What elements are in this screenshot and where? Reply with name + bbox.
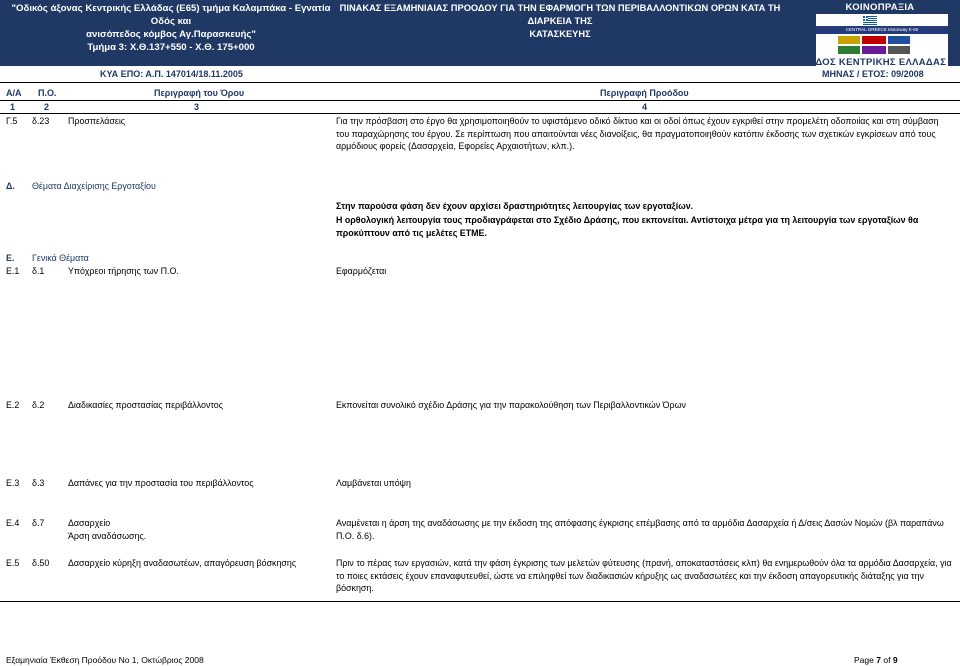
- col-num-2: 2: [44, 102, 50, 112]
- consortium-label: ΚΟΙΝΟΠΡΑΞΙΑ: [845, 2, 915, 13]
- project-title-line-1: "Οδικός άξονας Κεντρικής Ελλάδας (Ε65) τμήμα Καλαμπάκα - Εγνατία Οδός και: [11, 3, 331, 27]
- row-e4-progress: Αναμένεται η άρση της αναδάσωσης με την έκδοση της απόφασης έγκρισης επέμβασης από τα αρμόδια Δασαρχεία ή Δ/σεις Δασών Νομών (βλ παραπάνω Π.Ο. δ.6).: [336, 518, 944, 541]
- row-e2-po: δ.2: [32, 400, 45, 410]
- row-e5-po: δ.50: [32, 558, 50, 568]
- row-e2-term: Διαδικασίες προστασίας περιβάλλοντος: [68, 400, 224, 410]
- partner-logo-2: [862, 36, 886, 44]
- row-e3-term: Δαπάνες για την προστασία του περιβάλλοντος: [68, 478, 254, 488]
- col-po-header: Π.Ο.: [38, 88, 57, 98]
- divider: [0, 113, 960, 114]
- partner-logo-5: [862, 46, 886, 54]
- page-indicator: [854, 655, 898, 665]
- row-e4-aa: Ε.4: [6, 518, 20, 528]
- footer-report-title: Εξαμηνιαία Έκθεση Προόδου Νο 1, Οκτώβριος 2008: [6, 655, 204, 665]
- divider: [0, 82, 960, 83]
- col-term-header: Περιγραφή του Όρου: [154, 88, 245, 98]
- row-e1-progress: Εφαρμόζεται: [336, 266, 387, 276]
- row-e5-progress: Πριν το πέρας των εργασιών, κατά την φάση έγκρισης των μελετών φύτευσης (πρανή, αποκαταστάσεις κλπ) θα ενημερωθούν όλα τα αρμόδια Δασαρχεία, για το ποιες εκτάσεις έχουν επαναφυτευθεί, ώστε να επιληφθεί των διαδικασιών κήρυξης ως αναδασωτέες και την έκδοση απαγορευτικής διάταξης για την βόσκηση.: [336, 558, 952, 593]
- table-title: [330, 2, 790, 41]
- col-num-1: 1: [10, 102, 16, 112]
- section-d-title: Θέματα Διαχείρισης Εργοταξίου: [32, 181, 156, 191]
- sub-header: [0, 57, 960, 82]
- row-e4-term: Δασαρχείο: [68, 518, 111, 528]
- row-e1-aa: Ε.1: [6, 266, 20, 276]
- project-title: [6, 2, 336, 54]
- partner-logo-3: [888, 36, 910, 44]
- logo-caption: ΟΔΟΣ ΚΕΝΤΡΙΚΗΣ ΕΛΛΑΔΑΣ: [808, 57, 947, 68]
- col-aa-header: Α/Α: [6, 88, 22, 98]
- divider: [0, 100, 960, 101]
- project-title-line-3: Τμήμα 3: Χ.Θ.137+550 - Χ.Θ. 175+000: [87, 42, 255, 53]
- page-number: 7: [876, 655, 881, 665]
- row-e2-aa: Ε.2: [6, 400, 20, 410]
- row-e3-aa: Ε.3: [6, 478, 20, 488]
- row-e5-aa: Ε.5: [6, 558, 20, 568]
- row-g5-aa: Γ.5: [6, 116, 18, 126]
- row-e4-po: δ.7: [32, 518, 45, 528]
- reporting-period: ΜΗΝΑΣ / ΕΤΟΣ: 09/2008: [822, 69, 924, 79]
- greek-flag-icon: [863, 16, 877, 25]
- divider: [0, 601, 960, 602]
- row-e5-term: Δασαρχείο κύρηξη αναδασωτέων, απαγόρευση βόσκησης: [68, 558, 297, 568]
- row-e3-progress: Λαμβάνεται υπόψη: [336, 478, 411, 488]
- row-e1-po: δ.1: [32, 266, 45, 276]
- section-d-code: Δ.: [6, 181, 15, 191]
- row-g5-progress: Για την πρόσβαση στο έργο θα χρησιμοποιηθούν το υφιστάμενο οδικό δίκτυο και οι οδοί όπως έχουν εγκριθεί στην προμελέτη οδοποιίας και στη σύμβαση του παραχώρησης του έργου. Σε περίπτωση που απαιτούνται νέες διανοίξεις, θα πραγματοποιηθούν κατόπιν έκδοσης των σχετικών εγκρίσεων από τους αρμόδιους φορείς (Δασαρχεία, Εφορείες Αρχαιοτήτων, κλπ.).: [336, 116, 939, 151]
- partner-logo-4: [838, 46, 860, 54]
- table-title-line-1: ΠΙΝΑΚΑΣ ΕΞΑΜΗΝΙΑΙΑΣ ΠΡΟΟΔΟΥ ΓΙΑ ΤΗΝ ΕΦΑΡΜΟΓΗ ΤΩΝ ΠΕΡΙΒΑΛΛΟΝΤΙΚΩΝ ΟΡΩΝ ΚΑΤΑ ΤΗ ΔΙΑΡΚΕΙΑ ΤΗΣ: [339, 3, 781, 26]
- section-d-line-2: Η ορθολογική λειτουργία τους προδιαγράφεται στο Σχέδιο Δράσης, που εκπονείται. Αντίστοιχα μέτρα για τη λειτουργία των εργοταξίων θα προκύπτουν από τις μελέτες ΕΤΜΕ.: [336, 215, 919, 238]
- page-of: of: [883, 655, 891, 665]
- col-num-4: 4: [642, 102, 648, 112]
- section-e-title: Γενικά Θέματα: [32, 253, 89, 263]
- project-title-line-2: ανισόπεδος κόμβος Αγ.Παρασκευής": [86, 29, 256, 40]
- col-num-3: 3: [194, 102, 200, 112]
- row-e2-progress: Εκπονείται συνολικό σχέδιο Δράσης για την παρακολούθηση των Περιβαλλοντικών Όρων: [336, 400, 686, 410]
- kya-reference: ΚΥΑ ΕΠΟ: Α.Π. 147014/18.11.2005: [100, 69, 243, 79]
- col-progress-header: Περιγραφή Προόδου: [600, 88, 689, 98]
- row-g5-po: δ.23: [32, 116, 50, 126]
- section-d-line-1: Στην παρούσα φάση δεν έχουν αρχίσει δραστηριότητες λειτουργίας των εργοταξίων.: [336, 201, 694, 211]
- page-label: Page: [854, 655, 874, 665]
- row-e3-po: δ.3: [32, 478, 45, 488]
- logo-band: CENTRAL GREECE Motorway E-65: [816, 26, 948, 34]
- row-g5-term: Προσπελάσεις: [68, 116, 126, 126]
- partner-logo-1: [838, 36, 860, 44]
- table-title-line-2: ΚΑΤΑΣΚΕΥΗΣ: [529, 29, 591, 39]
- row-e4-term-2: Άρση αναδάσωσης.: [68, 531, 147, 541]
- partner-logo-6: [888, 46, 910, 54]
- page-total: 9: [892, 655, 898, 665]
- section-e-code: Ε.: [6, 253, 15, 263]
- row-e1-term: Υπόχρεοι τήρησης των Π.Ο.: [68, 266, 179, 276]
